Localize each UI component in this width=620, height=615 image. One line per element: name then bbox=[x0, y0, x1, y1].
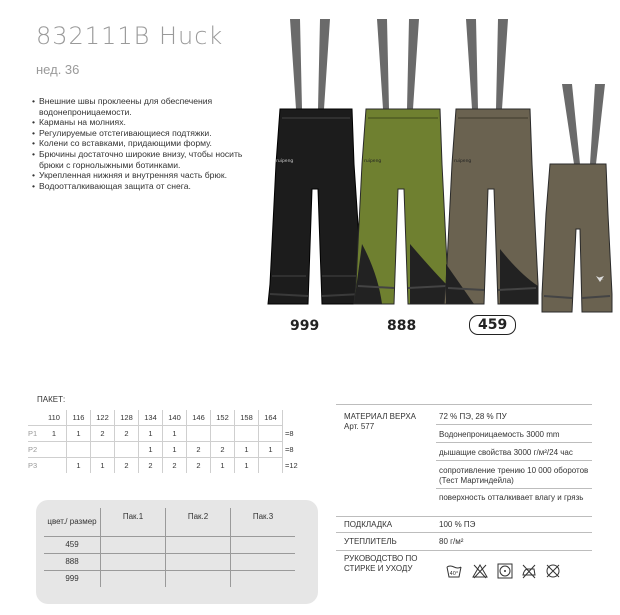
feature-item: • Колени со вставками, придающими форму. bbox=[32, 138, 257, 149]
week-label: нед. 36 bbox=[36, 62, 80, 77]
pants-illustration bbox=[250, 14, 620, 319]
insulation-label: УТЕПЛИТЕЛЬ bbox=[344, 537, 397, 546]
feature-item: • Внешние швы проклеены для обеспечения водонепроницаемости. bbox=[32, 96, 257, 117]
pack-cell-input[interactable] bbox=[166, 553, 231, 570]
pack-cell-input[interactable] bbox=[101, 570, 166, 587]
material-article: Арт. 577 bbox=[344, 422, 375, 431]
pants-green-image bbox=[354, 19, 448, 304]
package-row: P3 1 1 2 2 2 2 1 1 =12 bbox=[28, 458, 311, 474]
no-dry-clean-icon bbox=[545, 563, 561, 579]
pack-cell-input[interactable] bbox=[231, 570, 296, 587]
pack-cell-input[interactable] bbox=[166, 536, 231, 553]
package-size-table bbox=[28, 410, 311, 473]
repellent-spec: поверхность отталкивает влагу и грязь bbox=[439, 493, 584, 502]
pack-order-table bbox=[44, 508, 295, 587]
pack-cell-input[interactable] bbox=[166, 570, 231, 587]
pack-cell-input[interactable] bbox=[231, 536, 296, 553]
pack-header: цвет./ размер bbox=[44, 508, 101, 536]
no-iron-icon bbox=[521, 563, 537, 579]
size-header: 146 bbox=[187, 410, 211, 426]
pants-black-image bbox=[268, 19, 364, 304]
package-title: ПАКЕТ: bbox=[37, 395, 66, 404]
size-header: 140 bbox=[163, 410, 187, 426]
feature-item: • Брючины достаточно широкие внизу, чтобы носить брюки с горнолыжными ботинками. bbox=[32, 149, 257, 170]
brand-tag-text: ruipeng bbox=[454, 159, 472, 164]
size-header: 110 bbox=[42, 410, 67, 426]
feature-item: • Водоотталкивающая защита от снега. bbox=[32, 181, 257, 192]
color-code-999: 999 bbox=[290, 318, 320, 334]
package-row: P2 1 1 2 2 1 1 =8 bbox=[28, 442, 311, 458]
brand-tag-text: ruipeng bbox=[364, 159, 382, 164]
pack-header: Пак.2 bbox=[166, 508, 231, 536]
package-row: P1 1 1 2 2 1 1 =8 bbox=[28, 426, 311, 442]
pack-header: Пак.3 bbox=[231, 508, 296, 536]
size-header: 164 bbox=[259, 410, 283, 426]
package-row-total: =12 bbox=[283, 458, 312, 474]
feature-item: • Укрепленная нижняя и внутренняя часть брюк. bbox=[32, 170, 257, 181]
size-header: 152 bbox=[211, 410, 235, 426]
pants-brown-back-image bbox=[542, 84, 612, 312]
color-code-459: 459 bbox=[469, 315, 516, 335]
feature-list bbox=[32, 96, 257, 191]
size-header: 158 bbox=[235, 410, 259, 426]
package-row-label: P3 bbox=[28, 461, 38, 470]
pack-row: 459 bbox=[44, 536, 295, 553]
pack-cell-input[interactable] bbox=[101, 536, 166, 553]
pack-row: 888 bbox=[44, 553, 295, 570]
no-bleach-icon bbox=[472, 563, 488, 579]
feature-item: • Карманы на молниях. bbox=[32, 117, 257, 128]
model-title: 832111B Huck bbox=[36, 22, 224, 50]
material-label: МАТЕРИАЛ ВЕРХА bbox=[344, 412, 416, 421]
abrasion-spec: сопротивление трению 10 000 оборотов (Тест Мартиндейла) bbox=[439, 466, 589, 485]
pack-header: Пак.1 bbox=[101, 508, 166, 536]
pants-brown-image bbox=[444, 19, 538, 304]
waterproof-spec: Водонепроницаемость 3000 mm bbox=[439, 430, 560, 439]
lining-value: 100 % ПЭ bbox=[439, 520, 476, 529]
brand-tag-text: ruipeng bbox=[276, 159, 294, 164]
package-row-total: =8 bbox=[283, 426, 312, 442]
tumble-dry-icon bbox=[497, 563, 513, 579]
breathability-spec: дышащие свойства 3000 г/м²/24 час bbox=[439, 448, 573, 457]
package-row-label: P2 bbox=[28, 442, 42, 458]
size-header: 128 bbox=[115, 410, 139, 426]
color-code-888: 888 bbox=[387, 318, 417, 334]
wash-40-icon bbox=[446, 563, 462, 579]
pack-cell-input[interactable] bbox=[231, 553, 296, 570]
insulation-value: 80 г/м² bbox=[439, 537, 464, 546]
package-row-total: =8 bbox=[283, 442, 312, 458]
feature-item: • Регулируемые отстегивающиеся подтяжки. bbox=[32, 128, 257, 139]
care-label: РУКОВОДСТВО ПО СТИРКЕ И УХОДУ bbox=[344, 554, 418, 573]
size-header: 134 bbox=[139, 410, 163, 426]
pack-cell-input[interactable] bbox=[101, 553, 166, 570]
lining-label: ПОДКЛАДКА bbox=[344, 520, 393, 529]
size-header: 116 bbox=[67, 410, 91, 426]
package-row-label: P1 bbox=[28, 426, 42, 442]
material-composition: 72 % ПЭ, 28 % ПУ bbox=[439, 412, 507, 421]
pack-row: 999 bbox=[44, 570, 295, 587]
wash-temp-text: 40° bbox=[449, 571, 459, 577]
size-header: 122 bbox=[91, 410, 115, 426]
